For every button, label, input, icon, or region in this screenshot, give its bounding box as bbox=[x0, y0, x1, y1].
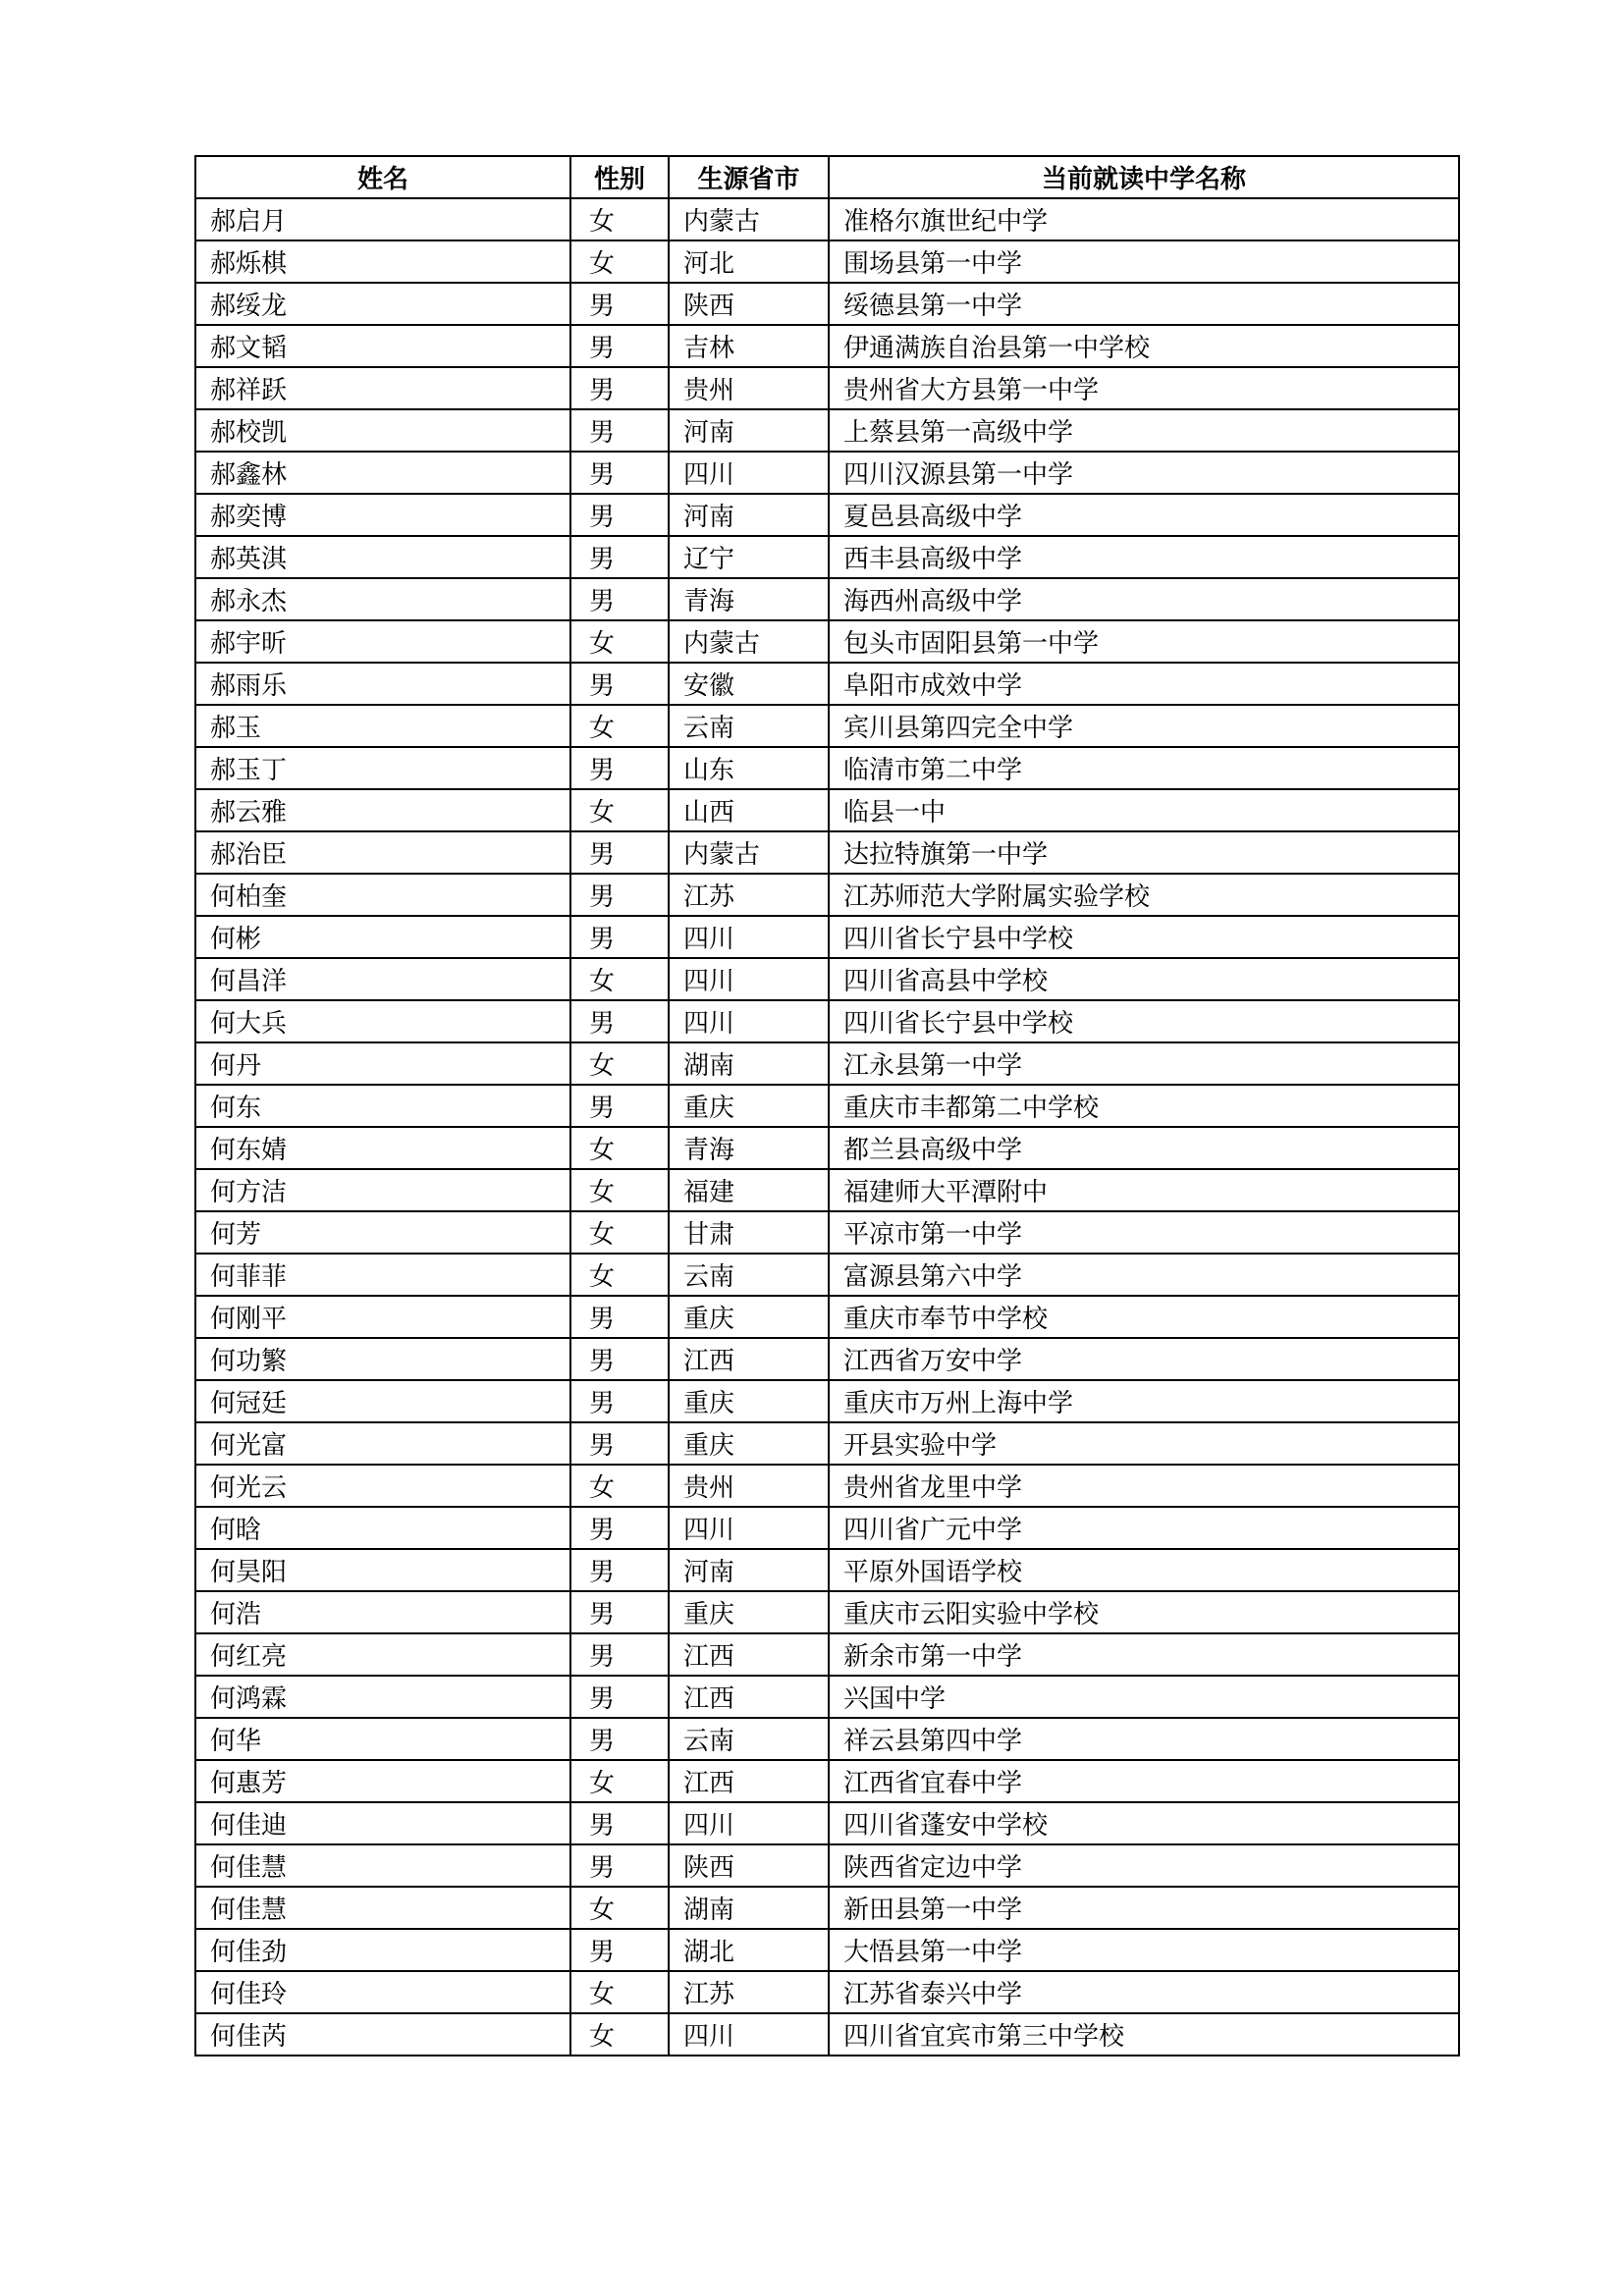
cell-name: 郝烁棋 bbox=[195, 240, 570, 283]
cell-school: 都兰县高级中学 bbox=[829, 1127, 1459, 1169]
cell-gender: 女 bbox=[570, 789, 669, 831]
cell-gender: 男 bbox=[570, 578, 669, 620]
cell-province: 江西 bbox=[669, 1338, 829, 1380]
cell-name: 郝治臣 bbox=[195, 831, 570, 874]
cell-province: 山西 bbox=[669, 789, 829, 831]
cell-province: 贵州 bbox=[669, 367, 829, 409]
cell-school: 大悟县第一中学 bbox=[829, 1929, 1459, 1971]
cell-school: 江苏省泰兴中学 bbox=[829, 1971, 1459, 2013]
cell-name: 郝雨乐 bbox=[195, 663, 570, 705]
cell-school: 平凉市第一中学 bbox=[829, 1211, 1459, 1254]
cell-name: 何菲菲 bbox=[195, 1254, 570, 1296]
cell-gender: 女 bbox=[570, 1169, 669, 1211]
table-row bbox=[195, 409, 1459, 452]
cell-name: 何刚平 bbox=[195, 1296, 570, 1338]
cell-name: 何佳慧 bbox=[195, 1844, 570, 1887]
cell-gender: 男 bbox=[570, 663, 669, 705]
cell-province: 江苏 bbox=[669, 1971, 829, 2013]
table-row bbox=[195, 1971, 1459, 2013]
cell-school: 四川省长宁县中学校 bbox=[829, 1000, 1459, 1042]
table-row bbox=[195, 1760, 1459, 1802]
cell-gender: 男 bbox=[570, 283, 669, 325]
cell-school: 兴国中学 bbox=[829, 1676, 1459, 1718]
table-row bbox=[195, 494, 1459, 536]
cell-name: 郝校凯 bbox=[195, 409, 570, 452]
cell-province: 河南 bbox=[669, 494, 829, 536]
table-row bbox=[195, 1802, 1459, 1844]
table-row bbox=[195, 578, 1459, 620]
cell-gender: 女 bbox=[570, 1042, 669, 1085]
cell-gender: 女 bbox=[570, 705, 669, 747]
cell-school: 祥云县第四中学 bbox=[829, 1718, 1459, 1760]
cell-school: 重庆市丰都第二中学校 bbox=[829, 1085, 1459, 1127]
cell-province: 青海 bbox=[669, 578, 829, 620]
cell-school: 伊通满族自治县第一中学校 bbox=[829, 325, 1459, 367]
table-row bbox=[195, 1887, 1459, 1929]
cell-gender: 女 bbox=[570, 1465, 669, 1507]
cell-province: 吉林 bbox=[669, 325, 829, 367]
cell-school: 贵州省龙里中学 bbox=[829, 1465, 1459, 1507]
cell-school: 重庆市奉节中学校 bbox=[829, 1296, 1459, 1338]
table-row bbox=[195, 916, 1459, 958]
cell-province: 云南 bbox=[669, 705, 829, 747]
cell-name: 何冠廷 bbox=[195, 1380, 570, 1422]
cell-school: 江西省宜春中学 bbox=[829, 1760, 1459, 1802]
table-row bbox=[195, 1465, 1459, 1507]
cell-province: 湖北 bbox=[669, 1929, 829, 1971]
cell-name: 何昊阳 bbox=[195, 1549, 570, 1591]
cell-name: 何昌洋 bbox=[195, 958, 570, 1000]
cell-province: 福建 bbox=[669, 1169, 829, 1211]
cell-gender: 女 bbox=[570, 958, 669, 1000]
cell-name: 何晗 bbox=[195, 1507, 570, 1549]
cell-name: 何浩 bbox=[195, 1591, 570, 1633]
cell-gender: 男 bbox=[570, 1633, 669, 1676]
cell-name: 何彬 bbox=[195, 916, 570, 958]
cell-name: 何佳劲 bbox=[195, 1929, 570, 1971]
cell-province: 陕西 bbox=[669, 1844, 829, 1887]
cell-school: 宾川县第四完全中学 bbox=[829, 705, 1459, 747]
table-row bbox=[195, 789, 1459, 831]
cell-gender: 男 bbox=[570, 1338, 669, 1380]
cell-gender: 女 bbox=[570, 1971, 669, 2013]
cell-gender: 男 bbox=[570, 1000, 669, 1042]
cell-province: 四川 bbox=[669, 916, 829, 958]
cell-province: 四川 bbox=[669, 1507, 829, 1549]
table-row bbox=[195, 1296, 1459, 1338]
table-row bbox=[195, 1380, 1459, 1422]
cell-province: 甘肃 bbox=[669, 1211, 829, 1254]
cell-province: 湖南 bbox=[669, 1887, 829, 1929]
cell-province: 云南 bbox=[669, 1718, 829, 1760]
cell-name: 郝玉丁 bbox=[195, 747, 570, 789]
table-row bbox=[195, 1127, 1459, 1169]
cell-name: 郝鑫林 bbox=[195, 452, 570, 494]
table-row bbox=[195, 1718, 1459, 1760]
table-row bbox=[195, 1929, 1459, 1971]
cell-name: 何佳玲 bbox=[195, 1971, 570, 2013]
header-name: 姓名 bbox=[195, 156, 570, 198]
cell-gender: 女 bbox=[570, 198, 669, 240]
cell-gender: 男 bbox=[570, 367, 669, 409]
table-row bbox=[195, 747, 1459, 789]
cell-gender: 男 bbox=[570, 1380, 669, 1422]
table-row bbox=[195, 367, 1459, 409]
cell-school: 陕西省定边中学 bbox=[829, 1844, 1459, 1887]
header-school: 当前就读中学名称 bbox=[829, 156, 1459, 198]
student-table bbox=[194, 155, 1460, 2056]
cell-gender: 男 bbox=[570, 1507, 669, 1549]
table-row bbox=[195, 1844, 1459, 1887]
cell-gender: 男 bbox=[570, 831, 669, 874]
cell-name: 郝玉 bbox=[195, 705, 570, 747]
cell-province: 重庆 bbox=[669, 1591, 829, 1633]
cell-name: 何惠芳 bbox=[195, 1760, 570, 1802]
cell-province: 云南 bbox=[669, 1254, 829, 1296]
cell-school: 四川省蓬安中学校 bbox=[829, 1802, 1459, 1844]
cell-gender: 男 bbox=[570, 747, 669, 789]
table-row bbox=[195, 240, 1459, 283]
cell-gender: 男 bbox=[570, 452, 669, 494]
cell-gender: 男 bbox=[570, 1549, 669, 1591]
table-row bbox=[195, 1507, 1459, 1549]
cell-school: 福建师大平潭附中 bbox=[829, 1169, 1459, 1211]
cell-gender: 女 bbox=[570, 1254, 669, 1296]
cell-province: 陕西 bbox=[669, 283, 829, 325]
cell-name: 何芳 bbox=[195, 1211, 570, 1254]
cell-gender: 男 bbox=[570, 494, 669, 536]
cell-school: 四川省长宁县中学校 bbox=[829, 916, 1459, 958]
cell-province: 内蒙古 bbox=[669, 620, 829, 663]
cell-gender: 男 bbox=[570, 536, 669, 578]
cell-province: 内蒙古 bbox=[669, 831, 829, 874]
cell-name: 郝祥跃 bbox=[195, 367, 570, 409]
cell-school: 四川省广元中学 bbox=[829, 1507, 1459, 1549]
cell-name: 何东 bbox=[195, 1085, 570, 1127]
cell-school: 围场县第一中学 bbox=[829, 240, 1459, 283]
cell-name: 何大兵 bbox=[195, 1000, 570, 1042]
table-row bbox=[195, 831, 1459, 874]
cell-name: 何丹 bbox=[195, 1042, 570, 1085]
table-row bbox=[195, 1422, 1459, 1465]
cell-province: 重庆 bbox=[669, 1296, 829, 1338]
table-row bbox=[195, 1169, 1459, 1211]
cell-gender: 男 bbox=[570, 1676, 669, 1718]
cell-name: 郝宇昕 bbox=[195, 620, 570, 663]
cell-name: 何佳芮 bbox=[195, 2013, 570, 2056]
table-row bbox=[195, 1042, 1459, 1085]
cell-province: 内蒙古 bbox=[669, 198, 829, 240]
cell-school: 西丰县高级中学 bbox=[829, 536, 1459, 578]
cell-name: 郝文韬 bbox=[195, 325, 570, 367]
cell-gender: 男 bbox=[570, 874, 669, 916]
cell-gender: 女 bbox=[570, 2013, 669, 2056]
header-row bbox=[195, 156, 1459, 198]
cell-province: 安徽 bbox=[669, 663, 829, 705]
cell-province: 四川 bbox=[669, 1000, 829, 1042]
cell-school: 富源县第六中学 bbox=[829, 1254, 1459, 1296]
cell-name: 何佳慧 bbox=[195, 1887, 570, 1929]
cell-school: 绥德县第一中学 bbox=[829, 283, 1459, 325]
cell-gender: 女 bbox=[570, 1127, 669, 1169]
table-row bbox=[195, 874, 1459, 916]
cell-school: 四川汉源县第一中学 bbox=[829, 452, 1459, 494]
cell-name: 郝奕博 bbox=[195, 494, 570, 536]
cell-school: 夏邑县高级中学 bbox=[829, 494, 1459, 536]
cell-gender: 男 bbox=[570, 1296, 669, 1338]
cell-school: 临县一中 bbox=[829, 789, 1459, 831]
cell-gender: 女 bbox=[570, 620, 669, 663]
header-province: 生源省市 bbox=[669, 156, 829, 198]
table-row bbox=[195, 705, 1459, 747]
cell-province: 河南 bbox=[669, 409, 829, 452]
cell-school: 达拉特旗第一中学 bbox=[829, 831, 1459, 874]
cell-school: 开县实验中学 bbox=[829, 1422, 1459, 1465]
cell-name: 何佳迪 bbox=[195, 1802, 570, 1844]
cell-gender: 男 bbox=[570, 325, 669, 367]
cell-gender: 男 bbox=[570, 1085, 669, 1127]
cell-gender: 女 bbox=[570, 240, 669, 283]
cell-gender: 女 bbox=[570, 1887, 669, 1929]
cell-school: 新余市第一中学 bbox=[829, 1633, 1459, 1676]
cell-name: 何鸿霖 bbox=[195, 1676, 570, 1718]
cell-gender: 女 bbox=[570, 1211, 669, 1254]
cell-gender: 男 bbox=[570, 916, 669, 958]
cell-name: 郝英淇 bbox=[195, 536, 570, 578]
cell-name: 何东婧 bbox=[195, 1127, 570, 1169]
table-row bbox=[195, 958, 1459, 1000]
table-row bbox=[195, 536, 1459, 578]
header-gender: 性别 bbox=[570, 156, 669, 198]
cell-province: 四川 bbox=[669, 958, 829, 1000]
cell-name: 郝云雅 bbox=[195, 789, 570, 831]
table-row bbox=[195, 1085, 1459, 1127]
table-row bbox=[195, 1254, 1459, 1296]
cell-school: 准格尔旗世纪中学 bbox=[829, 198, 1459, 240]
cell-school: 重庆市万州上海中学 bbox=[829, 1380, 1459, 1422]
cell-province: 江西 bbox=[669, 1633, 829, 1676]
cell-school: 四川省宜宾市第三中学校 bbox=[829, 2013, 1459, 2056]
cell-school: 平原外国语学校 bbox=[829, 1549, 1459, 1591]
cell-name: 郝绥龙 bbox=[195, 283, 570, 325]
cell-province: 重庆 bbox=[669, 1380, 829, 1422]
table-row bbox=[195, 1676, 1459, 1718]
table-row bbox=[195, 1338, 1459, 1380]
cell-name: 何光富 bbox=[195, 1422, 570, 1465]
cell-gender: 女 bbox=[570, 1760, 669, 1802]
table-row bbox=[195, 1211, 1459, 1254]
table-row bbox=[195, 1633, 1459, 1676]
cell-school: 江苏师范大学附属实验学校 bbox=[829, 874, 1459, 916]
cell-province: 青海 bbox=[669, 1127, 829, 1169]
table-row bbox=[195, 1549, 1459, 1591]
cell-school: 江永县第一中学 bbox=[829, 1042, 1459, 1085]
table-row bbox=[195, 1591, 1459, 1633]
cell-name: 何方洁 bbox=[195, 1169, 570, 1211]
cell-school: 临清市第二中学 bbox=[829, 747, 1459, 789]
table-row bbox=[195, 283, 1459, 325]
cell-school: 新田县第一中学 bbox=[829, 1887, 1459, 1929]
cell-name: 何红亮 bbox=[195, 1633, 570, 1676]
table-row bbox=[195, 1000, 1459, 1042]
cell-gender: 男 bbox=[570, 1929, 669, 1971]
cell-school: 江西省万安中学 bbox=[829, 1338, 1459, 1380]
table-row bbox=[195, 2013, 1459, 2056]
cell-province: 辽宁 bbox=[669, 536, 829, 578]
cell-province: 四川 bbox=[669, 1802, 829, 1844]
cell-gender: 男 bbox=[570, 1422, 669, 1465]
table-row bbox=[195, 452, 1459, 494]
cell-school: 贵州省大方县第一中学 bbox=[829, 367, 1459, 409]
cell-school: 包头市固阳县第一中学 bbox=[829, 620, 1459, 663]
cell-gender: 男 bbox=[570, 1718, 669, 1760]
cell-province: 重庆 bbox=[669, 1085, 829, 1127]
cell-name: 何柏奎 bbox=[195, 874, 570, 916]
table-row bbox=[195, 198, 1459, 240]
cell-gender: 男 bbox=[570, 1802, 669, 1844]
cell-province: 河南 bbox=[669, 1549, 829, 1591]
cell-province: 江西 bbox=[669, 1676, 829, 1718]
cell-name: 何光云 bbox=[195, 1465, 570, 1507]
cell-province: 四川 bbox=[669, 2013, 829, 2056]
cell-school: 海西州高级中学 bbox=[829, 578, 1459, 620]
cell-name: 何功繁 bbox=[195, 1338, 570, 1380]
table-row bbox=[195, 325, 1459, 367]
cell-school: 重庆市云阳实验中学校 bbox=[829, 1591, 1459, 1633]
cell-name: 何华 bbox=[195, 1718, 570, 1760]
cell-province: 四川 bbox=[669, 452, 829, 494]
cell-gender: 男 bbox=[570, 1591, 669, 1633]
cell-gender: 男 bbox=[570, 409, 669, 452]
cell-gender: 男 bbox=[570, 1844, 669, 1887]
cell-school: 上蔡县第一高级中学 bbox=[829, 409, 1459, 452]
cell-school: 四川省高县中学校 bbox=[829, 958, 1459, 1000]
cell-province: 江苏 bbox=[669, 874, 829, 916]
cell-province: 重庆 bbox=[669, 1422, 829, 1465]
cell-name: 郝启月 bbox=[195, 198, 570, 240]
cell-province: 贵州 bbox=[669, 1465, 829, 1507]
cell-province: 河北 bbox=[669, 240, 829, 283]
cell-province: 江西 bbox=[669, 1760, 829, 1802]
table-row bbox=[195, 663, 1459, 705]
cell-province: 湖南 bbox=[669, 1042, 829, 1085]
table-row bbox=[195, 620, 1459, 663]
cell-province: 山东 bbox=[669, 747, 829, 789]
cell-name: 郝永杰 bbox=[195, 578, 570, 620]
cell-school: 阜阳市成效中学 bbox=[829, 663, 1459, 705]
